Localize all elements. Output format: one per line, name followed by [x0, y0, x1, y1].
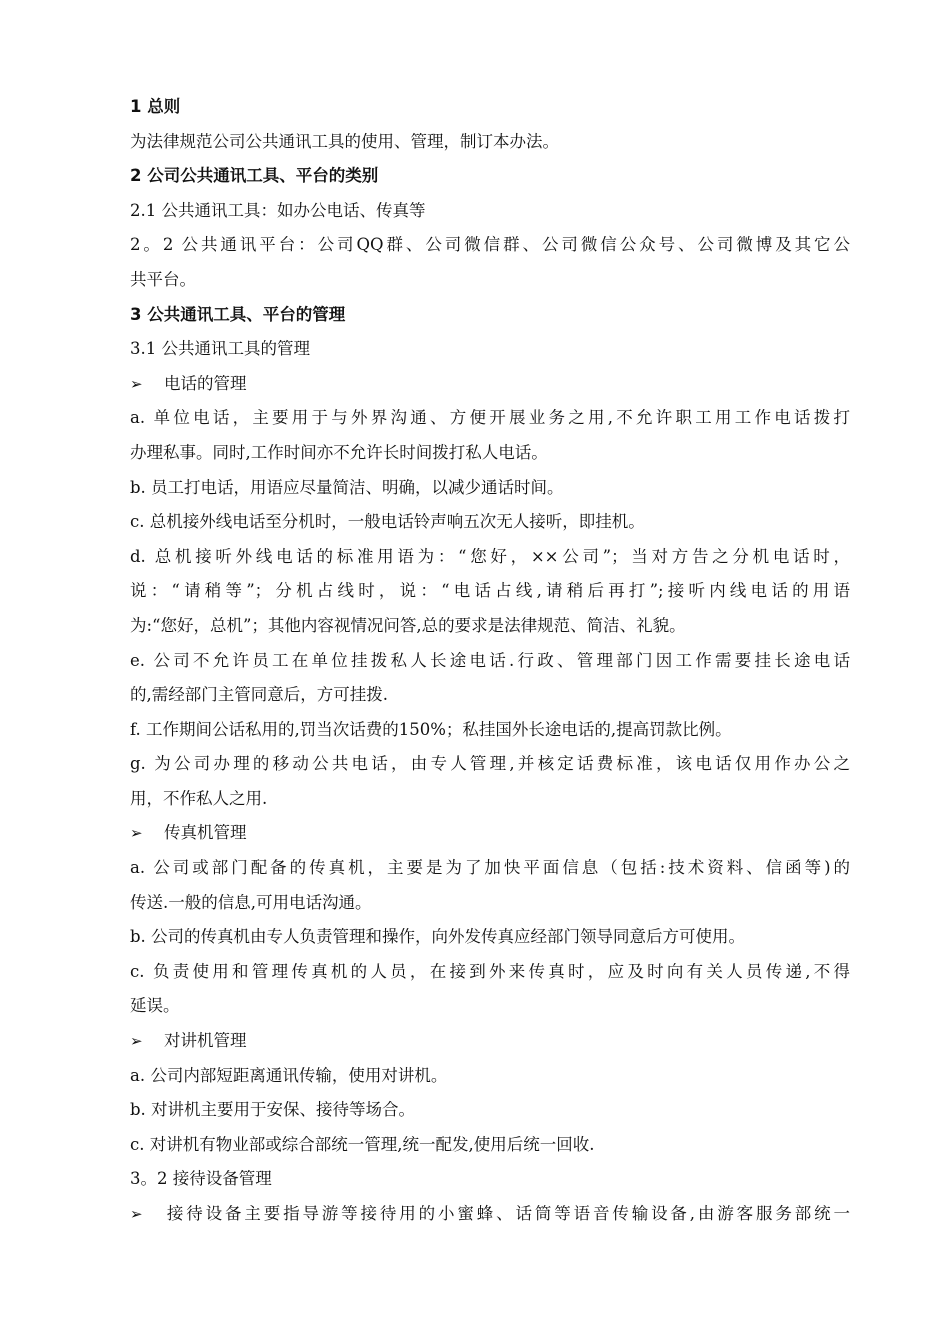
paragraph-line [130, 644, 850, 679]
paragraph-line [130, 540, 850, 575]
paragraph-line [130, 574, 850, 609]
line-text: a. 单位电话，主要用于与外界沟通、方便开展业务之用,不允许职工用工作电话拨打 [130, 408, 850, 428]
bullet-item [130, 1024, 850, 1059]
paragraph-line [130, 1128, 850, 1163]
paragraph-line [130, 747, 850, 782]
paragraph-line [130, 505, 850, 540]
paragraph-line [130, 1162, 850, 1197]
line-text: 接待设备主要指导游等接待用的小蜜蜂、话筒等语音传输设备,由游客服务部统一 [164, 1204, 850, 1223]
bullet-item [130, 1197, 850, 1232]
line-text: 用，不作私人之用. [130, 788, 268, 808]
line-text: b. 员工打电话，用语应尽量简洁、明确，以减少通话时间。 [130, 477, 564, 497]
line-text: 3.1 公共通讯工具的管理 [130, 339, 310, 359]
paragraph-line [130, 332, 850, 367]
paragraph-line [130, 989, 850, 1024]
line-text: b. 公司的传真机由专人负责管理和操作，向外发传真应经部门领导同意后方可使用。 [130, 927, 746, 947]
paragraph-line [130, 955, 850, 990]
line-text: 对讲机管理 [164, 1031, 247, 1051]
section-heading [130, 298, 850, 333]
line-text: 1 总则 [130, 97, 181, 116]
paragraph-line [130, 263, 850, 298]
line-text: 的,需经部门主管同意后，方可挂拨. [130, 685, 388, 705]
paragraph-line [130, 851, 850, 886]
line-text: a. 公司或部门配备的传真机，主要是为了加快平面信息（包括:技术资料、信函等)的 [130, 858, 850, 878]
line-text: g. 为公司办理的移动公共电话，由专人管理,并核定话费标准，该电话仅用作办公之 [130, 754, 850, 774]
line-text: c. 总机接外线电话至分机时，一般电话铃声响五次无人接听，即挂机。 [130, 512, 645, 532]
line-text: c. 对讲机有物业部或综合部统一管理,统一配发,使用后统一回收. [130, 1134, 595, 1154]
bullet-item [130, 367, 850, 402]
line-text: 传真机管理 [164, 823, 247, 843]
paragraph-line [130, 1059, 850, 1094]
bullet-item [130, 816, 850, 851]
paragraph-line [130, 401, 850, 436]
line-text: f. 工作期间公话私用的,罚当次话费的150%；私挂国外长途电话的,提高罚款比例。 [130, 719, 732, 739]
paragraph-line [130, 125, 850, 160]
paragraph-line [130, 782, 850, 817]
line-text: 3 公共通讯工具、平台的管理 [130, 304, 346, 324]
line-text: 说：“请稍等”；分机占线时，说：“电话占线,请稍后再打”;接听内线电话的用语 [130, 581, 850, 601]
arrow-bullet-icon: ➢ [130, 374, 143, 393]
paragraph-line [130, 886, 850, 921]
line-text: a. 公司内部短距离通讯传输，使用对讲机。 [130, 1065, 448, 1085]
section-heading [130, 90, 850, 125]
line-text: 为:“您好，总机”；其他内容视情况问答,总的要求是法律规范、简洁、礼貌。 [130, 615, 686, 635]
line-text: d. 总机接听外线电话的标准用语为：“您好，××公司”；当对方告之分机电话时， [130, 546, 850, 566]
paragraph-line [130, 609, 850, 644]
line-text: 3。2 接待设备管理 [130, 1169, 272, 1189]
line-text: e. 公司不允许员工在单位挂拨私人长途电话.行政、管理部门因工作需要挂长途电话 [130, 650, 850, 670]
line-text: 2 公司公共通讯工具、平台的类别 [130, 166, 379, 186]
paragraph-line [130, 678, 850, 713]
paragraph-line [130, 1093, 850, 1128]
line-text: 共平台。 [130, 269, 196, 289]
line-text: 为法律规范公司公共通讯工具的使用、管理，制订本办法。 [130, 131, 559, 151]
line-text: 办理私事。同时,工作时间亦不允许长时间拨打私人电话。 [130, 442, 548, 462]
paragraph-line [130, 436, 850, 471]
arrow-bullet-icon: ➢ [130, 824, 143, 843]
line-text: b. 对讲机主要用于安保、接待等场合。 [130, 1100, 416, 1120]
line-text: 延误。 [130, 996, 180, 1016]
line-text: 2。2 公共通讯平台：公司QQ群、公司微信群、公司微信公众号、公司微博及其它公 [130, 235, 850, 255]
arrow-bullet-icon: ➢ [130, 1032, 143, 1051]
arrow-bullet-icon: ➢ [130, 1205, 143, 1223]
line-text: 2.1 公共通讯工具：如办公电话、传真等 [130, 200, 426, 220]
section-heading [130, 159, 850, 194]
paragraph-line [130, 228, 850, 263]
paragraph-line [130, 713, 850, 748]
paragraph-line [130, 471, 850, 506]
paragraph-line [130, 920, 850, 955]
document-page [130, 90, 850, 1232]
line-text: 电话的管理 [164, 373, 247, 393]
line-text: 传送.一般的信息,可用电话沟通。 [130, 892, 372, 912]
line-text: c. 负责使用和管理传真机的人员，在接到外来传真时，应及时向有关人员传递,不得 [130, 961, 850, 981]
paragraph-line [130, 194, 850, 229]
